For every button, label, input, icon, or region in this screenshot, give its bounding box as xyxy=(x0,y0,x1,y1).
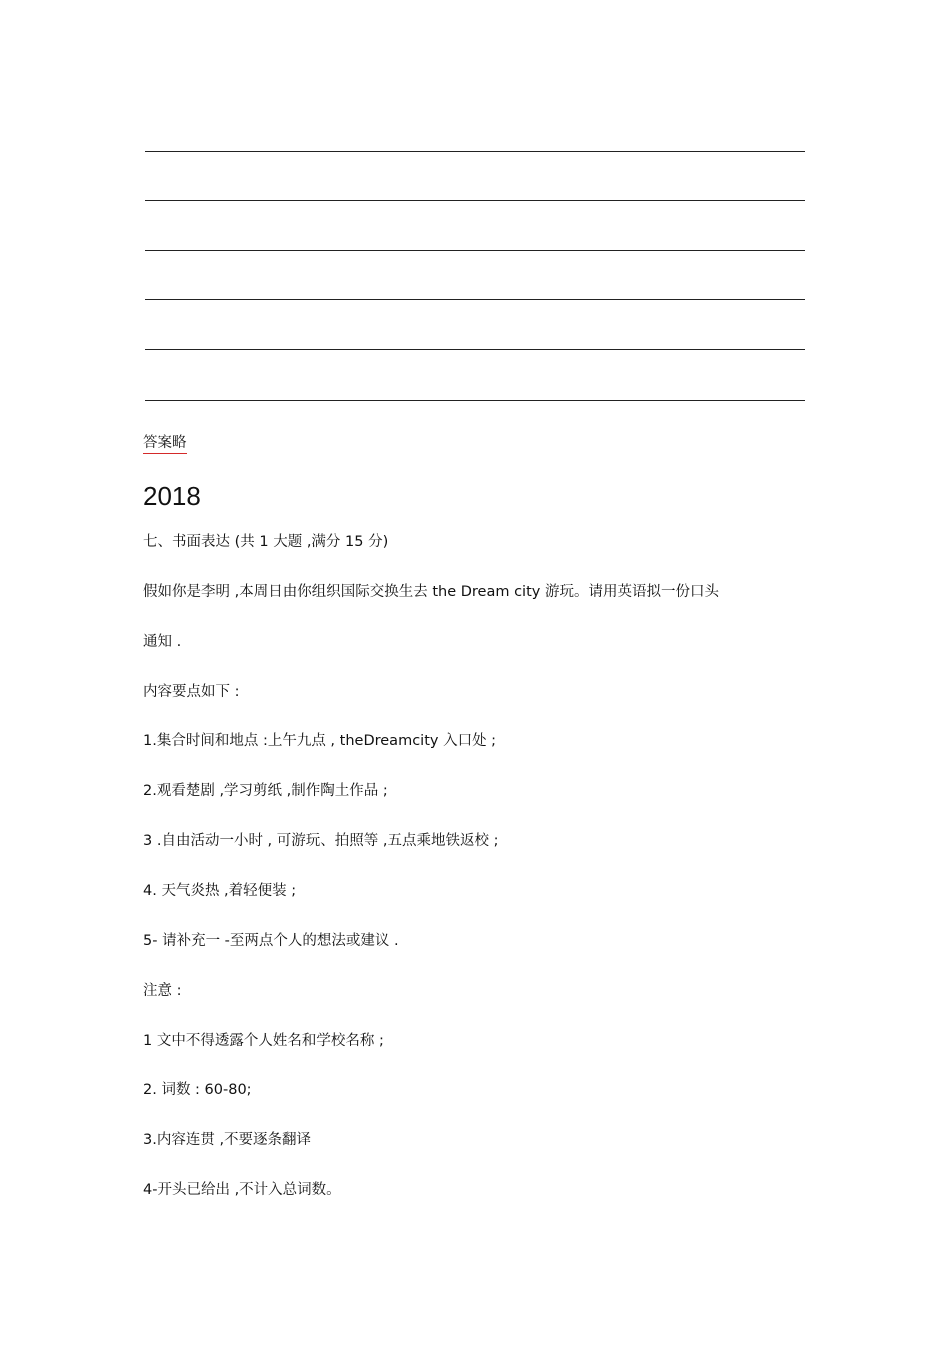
prompt-line-1: 假如你是李明 ,本周日由你组织国际交换生去 the Dream city 游玩。请用英语拟一份口头 xyxy=(143,584,719,600)
point-item: 1.集合时间和地点 :上午九点 , theDreamcity 入口处 ; xyxy=(143,733,497,749)
prompt-line-2: 通知 . xyxy=(143,634,182,650)
note-item: 1 文中不得透露个人姓名和学校名称 ; xyxy=(143,1033,384,1049)
section-title: 七、书面表达 (共 1 大题 ,满分 15 分) xyxy=(143,534,389,550)
points-heading: 内容要点如下 : xyxy=(143,684,240,700)
writing-line xyxy=(145,299,805,300)
writing-line xyxy=(145,349,805,350)
point-item: 2.观看楚剧 ,学习剪纸 ,制作陶土作品 ; xyxy=(143,783,388,799)
writing-line xyxy=(145,151,805,152)
writing-line xyxy=(145,250,805,251)
writing-line xyxy=(145,400,805,401)
answer-note: 答案略 xyxy=(143,433,187,454)
point-item: 4. 天气炎热 ,着轻便装 ; xyxy=(143,883,297,899)
note-item: 3.内容连贯 ,不要逐条翻译 xyxy=(143,1132,312,1148)
notes-heading: 注意 : xyxy=(143,983,182,999)
point-item: 3 .自由活动一小时 , 可游玩、拍照等 ,五点乘地铁返校 ; xyxy=(143,833,499,849)
writing-line xyxy=(145,200,805,201)
note-item: 4-开头已给出 ,不计入总词数。 xyxy=(143,1182,341,1198)
point-item: 5- 请补充一 -至两点个人的想法或建议 . xyxy=(143,933,399,949)
note-item: 2. 词数 : 60-80; xyxy=(143,1082,252,1098)
year-heading: 2018 xyxy=(143,481,201,511)
